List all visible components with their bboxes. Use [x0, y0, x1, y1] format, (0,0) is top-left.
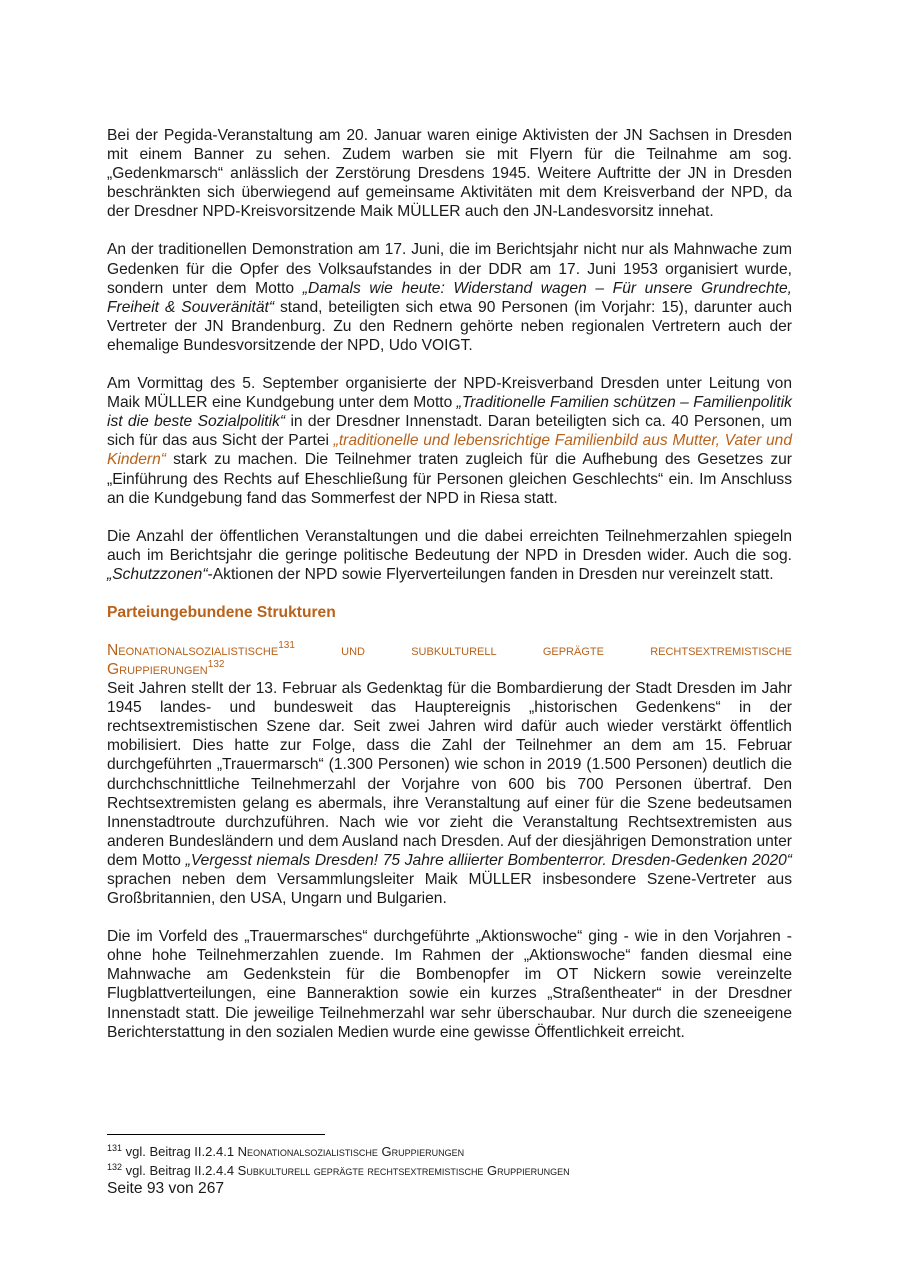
footnote-ref-132[interactable]: 132 [207, 658, 225, 670]
paragraph-aktionswoche: Die im Vorfeld des „Trauermarsches“ durchgeführte „Aktionswoche“ ging - wie in den Vorjahren - ohne hohe Teilnehmerzahlen zuende. Im Rahmen der „Aktionswoche“ fanden diesmal eine Mahnwache am Gedenkstein für die Bombenopfer im OT Nickern sowie vereinzelte Flugblattverteilungen, eine Banneraktion sowie ein kurzes „Straßentheater“ in der Dresdner Innenstadt statt. Die jeweilige Teilnehmerzahl war sehr überschaubar. Nur durch die szeneeigene Berichterstattung in den sozialen Medien wurde eine gewisse Öffentlichkeit erreicht. [107, 928, 792, 1041]
footnote-132: $^{132}$ vgl. Beitrag II.2.4.4 Subkulturell geprägte rechtsextremistische Gruppierungen [107, 1161, 570, 1178]
page-number: Seite 93 von 267 [107, 1180, 225, 1197]
term-schutzzonen: „Schutzzonen“ [107, 565, 208, 583]
motto-vergesst-niemals: „Vergesst niemals Dresden! 75 Jahre alliierter Bombenterror. Dresden-Gedenken 2020“ [185, 851, 792, 869]
footnote-separator [107, 1134, 325, 1135]
section-heading: Parteiungebundene Strukturen [107, 603, 336, 621]
motto-17-juni: „Damals wie heute: Widerstand wagen – Für unsere Grundrechte, Freiheit & Souveränität“ [107, 279, 793, 316]
document-body [107, 126, 792, 1061]
paragraph-5-september: Am Vormittag des 5. September organisierte der NPD-Kreisverband Dresden unter Leitung von Maik MÜLLER eine Kundgebung unter dem Motto „Traditionelle Familien schützen – Familienpolitik ist die beste Sozialpolitik“ in der Dresdner Innenstadt. Daran beteiligten sich ca. 40 Personen, um sich für das aus Sicht der Partei „traditionelle und lebensrichtige Familienbild aus Mutter, Vater und Kindern“ stark zu machen. Die Teilnehmer traten zugleich für die Aufhebung des Gesetzes zur „Einführung des Rechts auf Eheschließung für Personen gleichen Geschlechts“ ein. Im Anschluss an die Kundgebung fand das Sommerfest der NPD in Riesa statt. [107, 375, 792, 507]
footnote-ref-131[interactable]: 131 [278, 639, 295, 651]
paragraph-bedeutung-npd: Die Anzahl der öffentlichen Veranstaltungen und die dabei erreichten Teilnehmerzahlen spiegeln auch im Berichtsjahr die geringe politische Bedeutung der NPD in Dresden wider. Auch die sog. „Schutzzonen“-Aktionen der NPD sowie Flyerverteilungen fanden in Dresden nur vereinzelt statt. [107, 527, 792, 583]
subsection-heading-line2: Gruppierungen$^{132}$ [107, 658, 225, 679]
footnotes [107, 1142, 792, 1180]
quote-familienbild: „traditionelle und lebensrichtige Familienbild aus Mutter, Vater und Kindern“ [107, 432, 792, 469]
paragraph-13-februar: Seit Jahren stellt der 13. Februar als Gedenktag für die Bombardierung der Stadt Dresden im Jahr 1945 landes- und bundesweit das Hauptereignis „historischen Gedenkens“ in der rechtsextremistischen Szene dar. Seit zwei Jahren wird dafür auch wieder verstärkt öffentlich mobilisiert. Dies hatte zur Folge, dass die Zahl der Teilnehmer an dem am 15. Februar durchgeführten „Trauermarsch“ (1.300 Personen) wie schon in 2019 (1.500 Personen) deutlich die durchchschnittliche Teilnehmerzahl der Vorjahre von 600 bis 700 Personen übertraf. Den Rechtsextremisten gelang es abermals, ihre Veranstaltung auf einer für die Szene bedeutsamen Innenstadtroute durchzuführen. Nach wie vor zieht die Veranstaltung Rechtsextremisten aus anderen Bundesländern und dem Ausland nach Dresden. Auf der diesjährigen Demonstration unter dem Motto „Vergesst niemals Dresden! 75 Jahre alliierter Bombenterror. Dresden-Gedenken 2020“ sprachen neben dem Versammlungsleiter Maik MÜLLER insbesondere Szene-Vertreter aus Großbritannien, den USA, Ungarn und Bulgarien. [107, 680, 792, 908]
paragraph-17-juni: An der traditionellen Demonstration am 17. Juni, die im Berichtsjahr nicht nur als Mahnwache zum Gedenken für die Opfer des Volksaufstandes in der DDR am 17. Juni 1953 organisiert wurde, sondern unter dem Motto „Damals wie heute: Widerstand wagen – Für unsere Grundrechte, Freiheit & Souveränität“ stand, beteiligten sich etwa 90 Personen (im Vorjahr: 15), darunter auch Vertreter der JN Brandenburg. Zu den Rednern gehörte neben regionalen Vertretern auch der ehemalige Bundesvorsitzende der NPD, Udo VOIGT. [107, 241, 793, 354]
subsection-heading [107, 641, 792, 679]
footnote-131: $^{131}$ vgl. Beitrag II.2.4.1 Neonationalsozialistische Gruppierungen [107, 1142, 465, 1159]
motto-familien: „Traditionelle Familien schützen – Familienpolitik ist die beste Sozialpolitik“ [107, 394, 792, 431]
subsection-heading-line1: Neonationalsozialistische$^{131}$ und subkulturell geprägte rechtsextremistische [107, 639, 792, 660]
paragraph-pegida: Bei der Pegida-Veranstaltung am 20. Januar waren einige Aktivisten der JN Sachsen in Dresden mit einem Banner zu sehen. Zudem warben sie mit Flyern für die Teilnahme am sog. „Gedenkmarsch“ anlässlich der Zerstörung Dresdens 1945. Weitere Auftritte der JN in Dresden beschränkten sich überwiegend auf gemeinsame Aktivitäten mit dem Kreisverband der NPD, da der Dresdner NPD-Kreisvorsitzende Maik MÜLLER auch den JN-Landesvorsitz innehat. [107, 127, 792, 221]
